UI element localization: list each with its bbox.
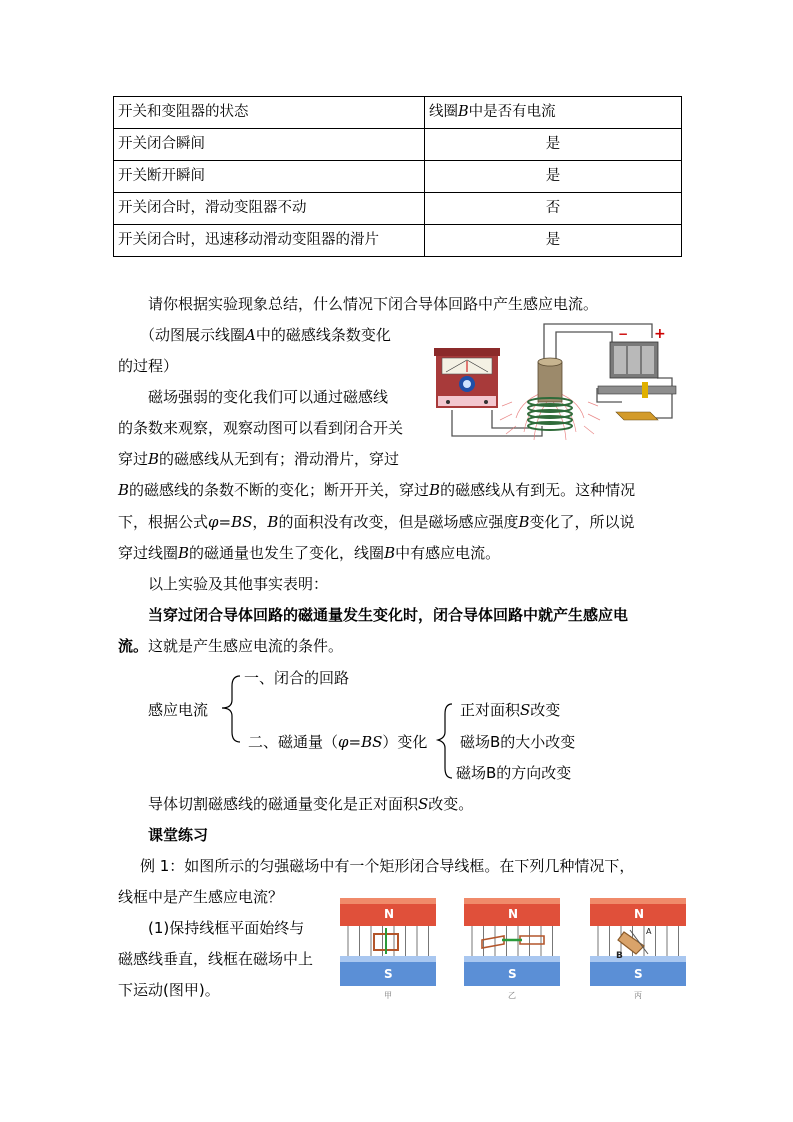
table-cell-result: 否 bbox=[425, 193, 682, 225]
table-row bbox=[114, 129, 682, 161]
exercise-1-question-1-end: 下运动(图甲)。 bbox=[118, 981, 220, 999]
paragraph-animation-note: （动图展示线圈A中的磁感线条数变化 bbox=[140, 326, 391, 344]
paragraph-explanation-l6: 穿过线圈B的磁通量也发生了变化，线圈B中有感应电流。 bbox=[118, 544, 501, 562]
north-pole-highlight bbox=[464, 898, 560, 904]
table-header-row bbox=[114, 97, 682, 129]
coil-b bbox=[528, 398, 572, 430]
table-row bbox=[114, 193, 682, 225]
exercise-1-statement-cont: 线框中是产生感应电流？ bbox=[118, 888, 284, 906]
paragraph-explanation-l2: 的条数来观察，观察动图可以看到闭合开关 bbox=[118, 419, 404, 437]
section-heading-exercise: 课堂练习 bbox=[148, 826, 209, 844]
south-pole-highlight bbox=[590, 956, 686, 962]
table-row bbox=[114, 225, 682, 257]
battery-plus-label: + bbox=[654, 326, 666, 342]
paragraph-explanation-l4: B的磁感线的条数不断的变化；断开开关，穿过B的磁感线从有到无。这种情况 bbox=[118, 481, 636, 499]
south-label: S bbox=[384, 967, 393, 981]
bracket-item-flux-change: 二、磁通量（φ=BS）变化 bbox=[248, 733, 428, 751]
paragraph-facts-intro: 以上实验及其他事实表明： bbox=[148, 575, 329, 593]
table-row bbox=[114, 161, 682, 193]
exercise-1-question-1: (1)保持线框平面始终与 bbox=[148, 919, 305, 937]
brace-small bbox=[430, 700, 460, 782]
bracket-item-closed-loop: 一、闭合的回路 bbox=[244, 669, 350, 687]
brace-large bbox=[210, 670, 250, 750]
table-cell-result: 是 bbox=[425, 161, 682, 193]
paragraph-cutting-note: 导体切割磁感线的磁通量变化是正对面积S改变。 bbox=[148, 795, 474, 813]
north-pole-highlight bbox=[340, 898, 436, 904]
magnet-panel bbox=[464, 898, 560, 1000]
north-label: N bbox=[384, 907, 395, 921]
north-pole-highlight bbox=[590, 898, 686, 904]
magnet-figure bbox=[340, 896, 688, 1000]
paragraph-conclusion-l2: 流。这就是产生感应电流的条件。 bbox=[118, 637, 344, 655]
coil-a bbox=[538, 358, 562, 402]
south-pole-highlight bbox=[340, 956, 436, 962]
table-cell-state: 开关断开瞬间 bbox=[114, 161, 425, 193]
panel-caption: 乙 bbox=[508, 991, 516, 1000]
rheostat bbox=[598, 382, 676, 420]
table-cell-result: 是 bbox=[425, 129, 682, 161]
table-cell-state: 开关闭合时，滑动变阻器不动 bbox=[114, 193, 425, 225]
bracket-sub-area: 正对面积S改变 bbox=[460, 701, 561, 719]
magnet-panel bbox=[590, 898, 686, 1000]
south-label: S bbox=[634, 967, 643, 981]
south-label: S bbox=[508, 967, 517, 981]
exercise-1-question-1-cont: 磁感线垂直，线框在磁场中上 bbox=[118, 950, 314, 968]
table-cell-result: 是 bbox=[425, 225, 682, 257]
table-header-col2: 线圈B中是否有电流 bbox=[425, 97, 682, 129]
panel-caption: 甲 bbox=[384, 991, 392, 1000]
loop-label-a: A bbox=[646, 927, 652, 936]
exercise-1-statement: 例 1：如图所示的匀强磁场中有一个矩形闭合导线框。在下列几种情况下， bbox=[140, 857, 635, 875]
battery bbox=[610, 326, 666, 378]
induction-apparatus-figure bbox=[432, 318, 678, 444]
experiment-table bbox=[113, 96, 682, 257]
paragraph-explanation-l3: 穿过B的磁感线从无到有；滑动滑片，穿过 bbox=[118, 450, 400, 468]
galvanometer bbox=[434, 348, 500, 408]
paragraph-explanation-l1: 磁场强弱的变化我们可以通过磁感线 bbox=[148, 388, 389, 406]
wire-loop bbox=[482, 936, 504, 948]
magnet-figure-svg bbox=[340, 896, 688, 1000]
table-header-col1: 开关和变阻器的状态 bbox=[114, 97, 425, 129]
loop-label-b: B bbox=[616, 951, 623, 961]
paragraph-conclusion-l1: 当穿过闭合导体回路的磁通量发生变化时，闭合导体回路中就产生感应电 bbox=[148, 606, 629, 624]
panel-caption: 丙 bbox=[634, 991, 642, 1000]
bracket-root: 感应电流 bbox=[148, 701, 209, 719]
paragraph-explanation-l5: 下，根据公式φ=BS，B的面积没有改变，但是磁场感应强度B变化了，所以说 bbox=[118, 513, 635, 531]
wire-loop bbox=[520, 936, 544, 944]
bracket-sub-field-magnitude: 磁场B的大小改变 bbox=[460, 733, 576, 751]
paragraph-animation-note-cont: 的过程） bbox=[118, 357, 179, 375]
table-cell-state: 开关闭合时，迅速移动滑动变阻器的滑片 bbox=[114, 225, 425, 257]
table-cell-state: 开关闭合瞬间 bbox=[114, 129, 425, 161]
magnet-panel bbox=[340, 898, 436, 1000]
south-pole-highlight bbox=[464, 956, 560, 962]
paragraph-summary-prompt: 请你根据实验现象总结，什么情况下闭合导体回路中产生感应电流。 bbox=[148, 295, 599, 313]
north-label: N bbox=[634, 907, 645, 921]
battery-minus-label: − bbox=[618, 327, 629, 341]
bracket-sub-field-direction: 磁场B的方向改变 bbox=[456, 764, 572, 782]
north-label: N bbox=[508, 907, 519, 921]
